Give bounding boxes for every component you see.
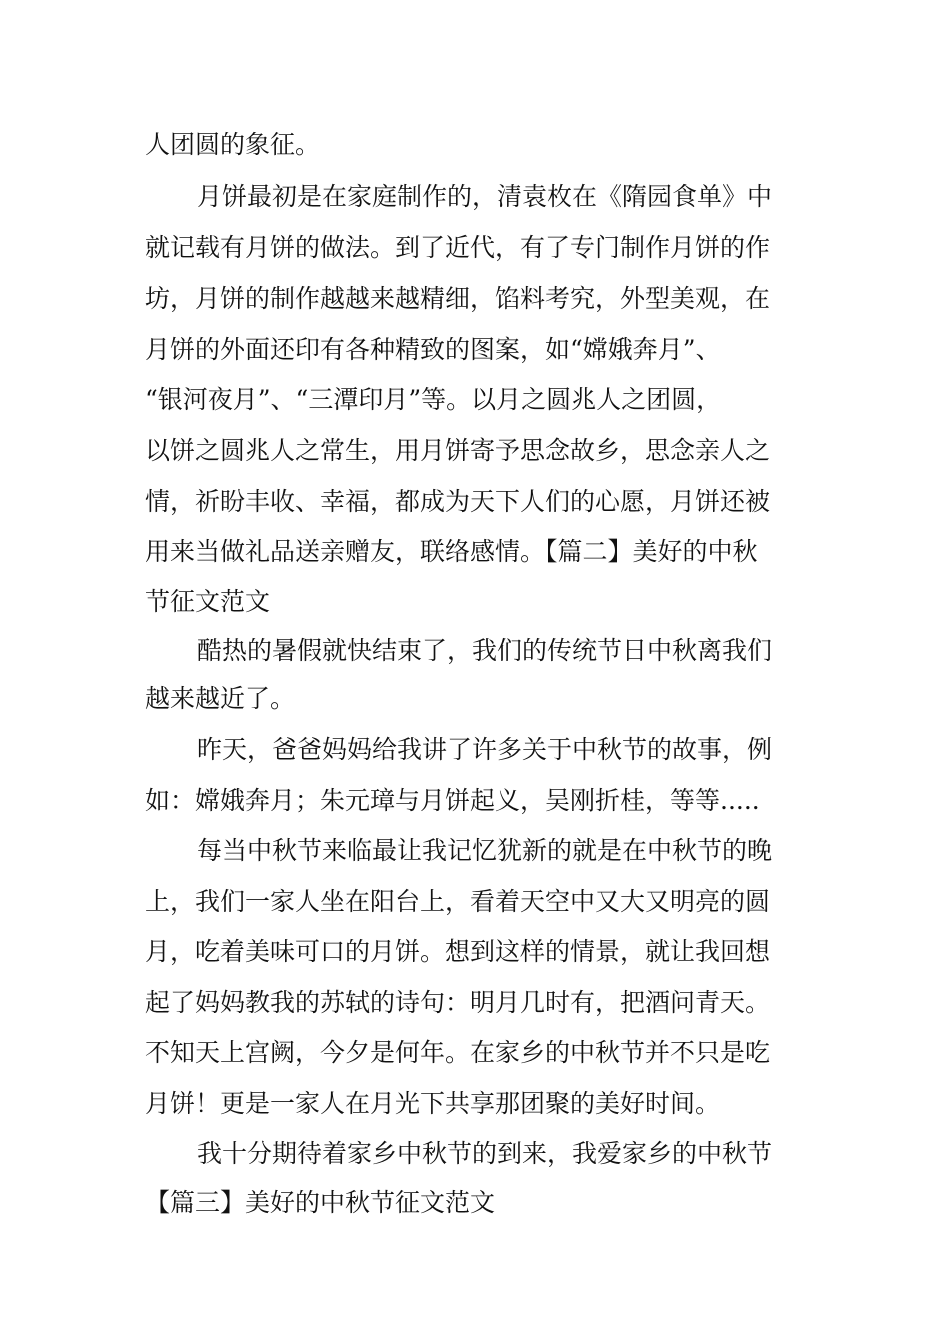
- text-line-22: 【篇三】美好的中秋节征文范文: [145, 1188, 496, 1217]
- text-line-20: 月饼！更是一家人在月光下共享那团聚的美好时间。: [145, 1089, 721, 1118]
- text-line-13: 昨天，爸爸妈妈给我讲了许多关于中秋节的故事，例: [197, 735, 773, 764]
- text-line-19: 不知天上宫阙，今夕是何年。在家乡的中秋节并不只是吃: [145, 1038, 771, 1067]
- text-line-8: 情，祈盼丰收、幸福，都成为天下人们的心愿，月饼还被: [145, 487, 771, 516]
- text-line-21: 我十分期待着家乡中秋节的到来，我爱家乡的中秋节: [197, 1139, 773, 1168]
- text-line-15: 每当中秋节来临最让我记忆犹新的就是在中秋节的晚: [197, 836, 773, 865]
- text-line-6: “银河夜月”、“三潭印月”等。以月之圆兆人之团圆，: [145, 385, 722, 414]
- text-line-1: 人团圆的象征。: [145, 130, 321, 159]
- text-line-2: 月饼最初是在家庭制作的，清袁枚在《隋园食单》中: [197, 182, 773, 211]
- text-line-7: 以饼之圆兆人之常生，用月饼寄予思念故乡，思念亲人之: [145, 436, 771, 465]
- text-line-14: 如：嫦娥奔月；朱元璋与月饼起义，吴刚折桂，等等.....: [145, 786, 760, 815]
- text-line-16: 上，我们一家人坐在阳台上，看着天空中又大又明亮的圆: [145, 887, 771, 916]
- text-line-5: 月饼的外面还印有各种精致的图案，如“嫦娥奔月”、: [145, 335, 721, 364]
- text-line-18: 起了妈妈教我的苏轼的诗句：明月几时有，把酒问青天。: [145, 988, 771, 1017]
- text-line-9: 用来当做礼品送亲赠友，联络感情。【篇二】美好的中秋: [145, 537, 758, 566]
- text-line-17: 月，吃着美味可口的月饼。想到这样的情景，就让我回想: [145, 937, 771, 966]
- text-line-11: 酷热的暑假就快结束了，我们的传统节日中秋离我们: [197, 636, 773, 665]
- text-line-12: 越来越近了。: [145, 684, 296, 713]
- text-line-10: 节征文范文: [145, 587, 271, 616]
- text-line-3: 就记载有月饼的做法。到了近代，有了专门制作月饼的作: [145, 233, 771, 262]
- text-line-4: 坊，月饼的制作越越来越精细，馅料考究，外型美观，在: [145, 284, 771, 313]
